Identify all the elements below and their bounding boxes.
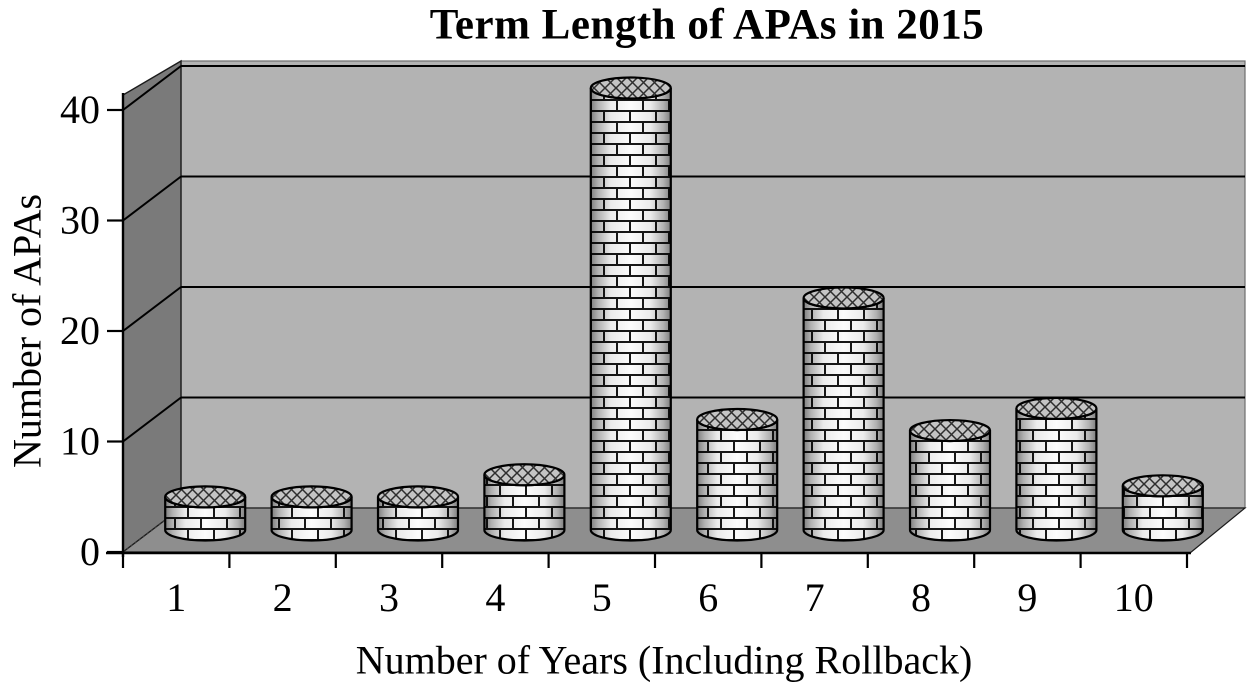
x-category-label: 8 — [911, 575, 931, 620]
x-category-label: 1 — [166, 575, 187, 620]
bar-cylinder-1 — [165, 486, 245, 540]
x-ticks — [123, 553, 1187, 620]
x-category-label: 6 — [698, 575, 719, 620]
x-category-label: 9 — [1017, 575, 1038, 620]
y-tick-label: 30 — [60, 197, 100, 243]
bar-cylinder-2 — [272, 486, 352, 540]
bar-cylinder-8 — [910, 420, 990, 540]
bar-cylinder-3 — [378, 486, 458, 540]
bar-cylinder-7 — [804, 287, 884, 540]
x-axis-title: Number of Years (Including Rollback) — [355, 637, 973, 683]
y-tick-label: 10 — [60, 418, 100, 464]
y-tick-label: 0 — [80, 529, 100, 574]
bar-cylinder-5 — [591, 78, 671, 541]
x-category-label: 2 — [272, 575, 293, 620]
x-category-label: 10 — [1113, 575, 1154, 620]
x-category-label: 5 — [591, 575, 612, 620]
x-category-label: 3 — [379, 575, 399, 620]
bar-cylinder-10 — [1123, 475, 1203, 540]
x-category-label: 4 — [485, 575, 506, 620]
x-category-label: 7 — [804, 575, 825, 620]
y-tick-label: 20 — [60, 308, 100, 353]
y-tick-label: 40 — [60, 87, 100, 132]
bar-cylinder-4 — [484, 464, 564, 540]
bar-cylinder-6 — [697, 409, 777, 541]
chart-side-wall — [123, 61, 181, 552]
y-axis-title: Number of APAs — [4, 193, 50, 469]
chart-title: Term Length of APAs in 2015 — [429, 1, 985, 49]
y-ticks — [60, 87, 123, 574]
bar-cylinder-9 — [1016, 398, 1096, 541]
